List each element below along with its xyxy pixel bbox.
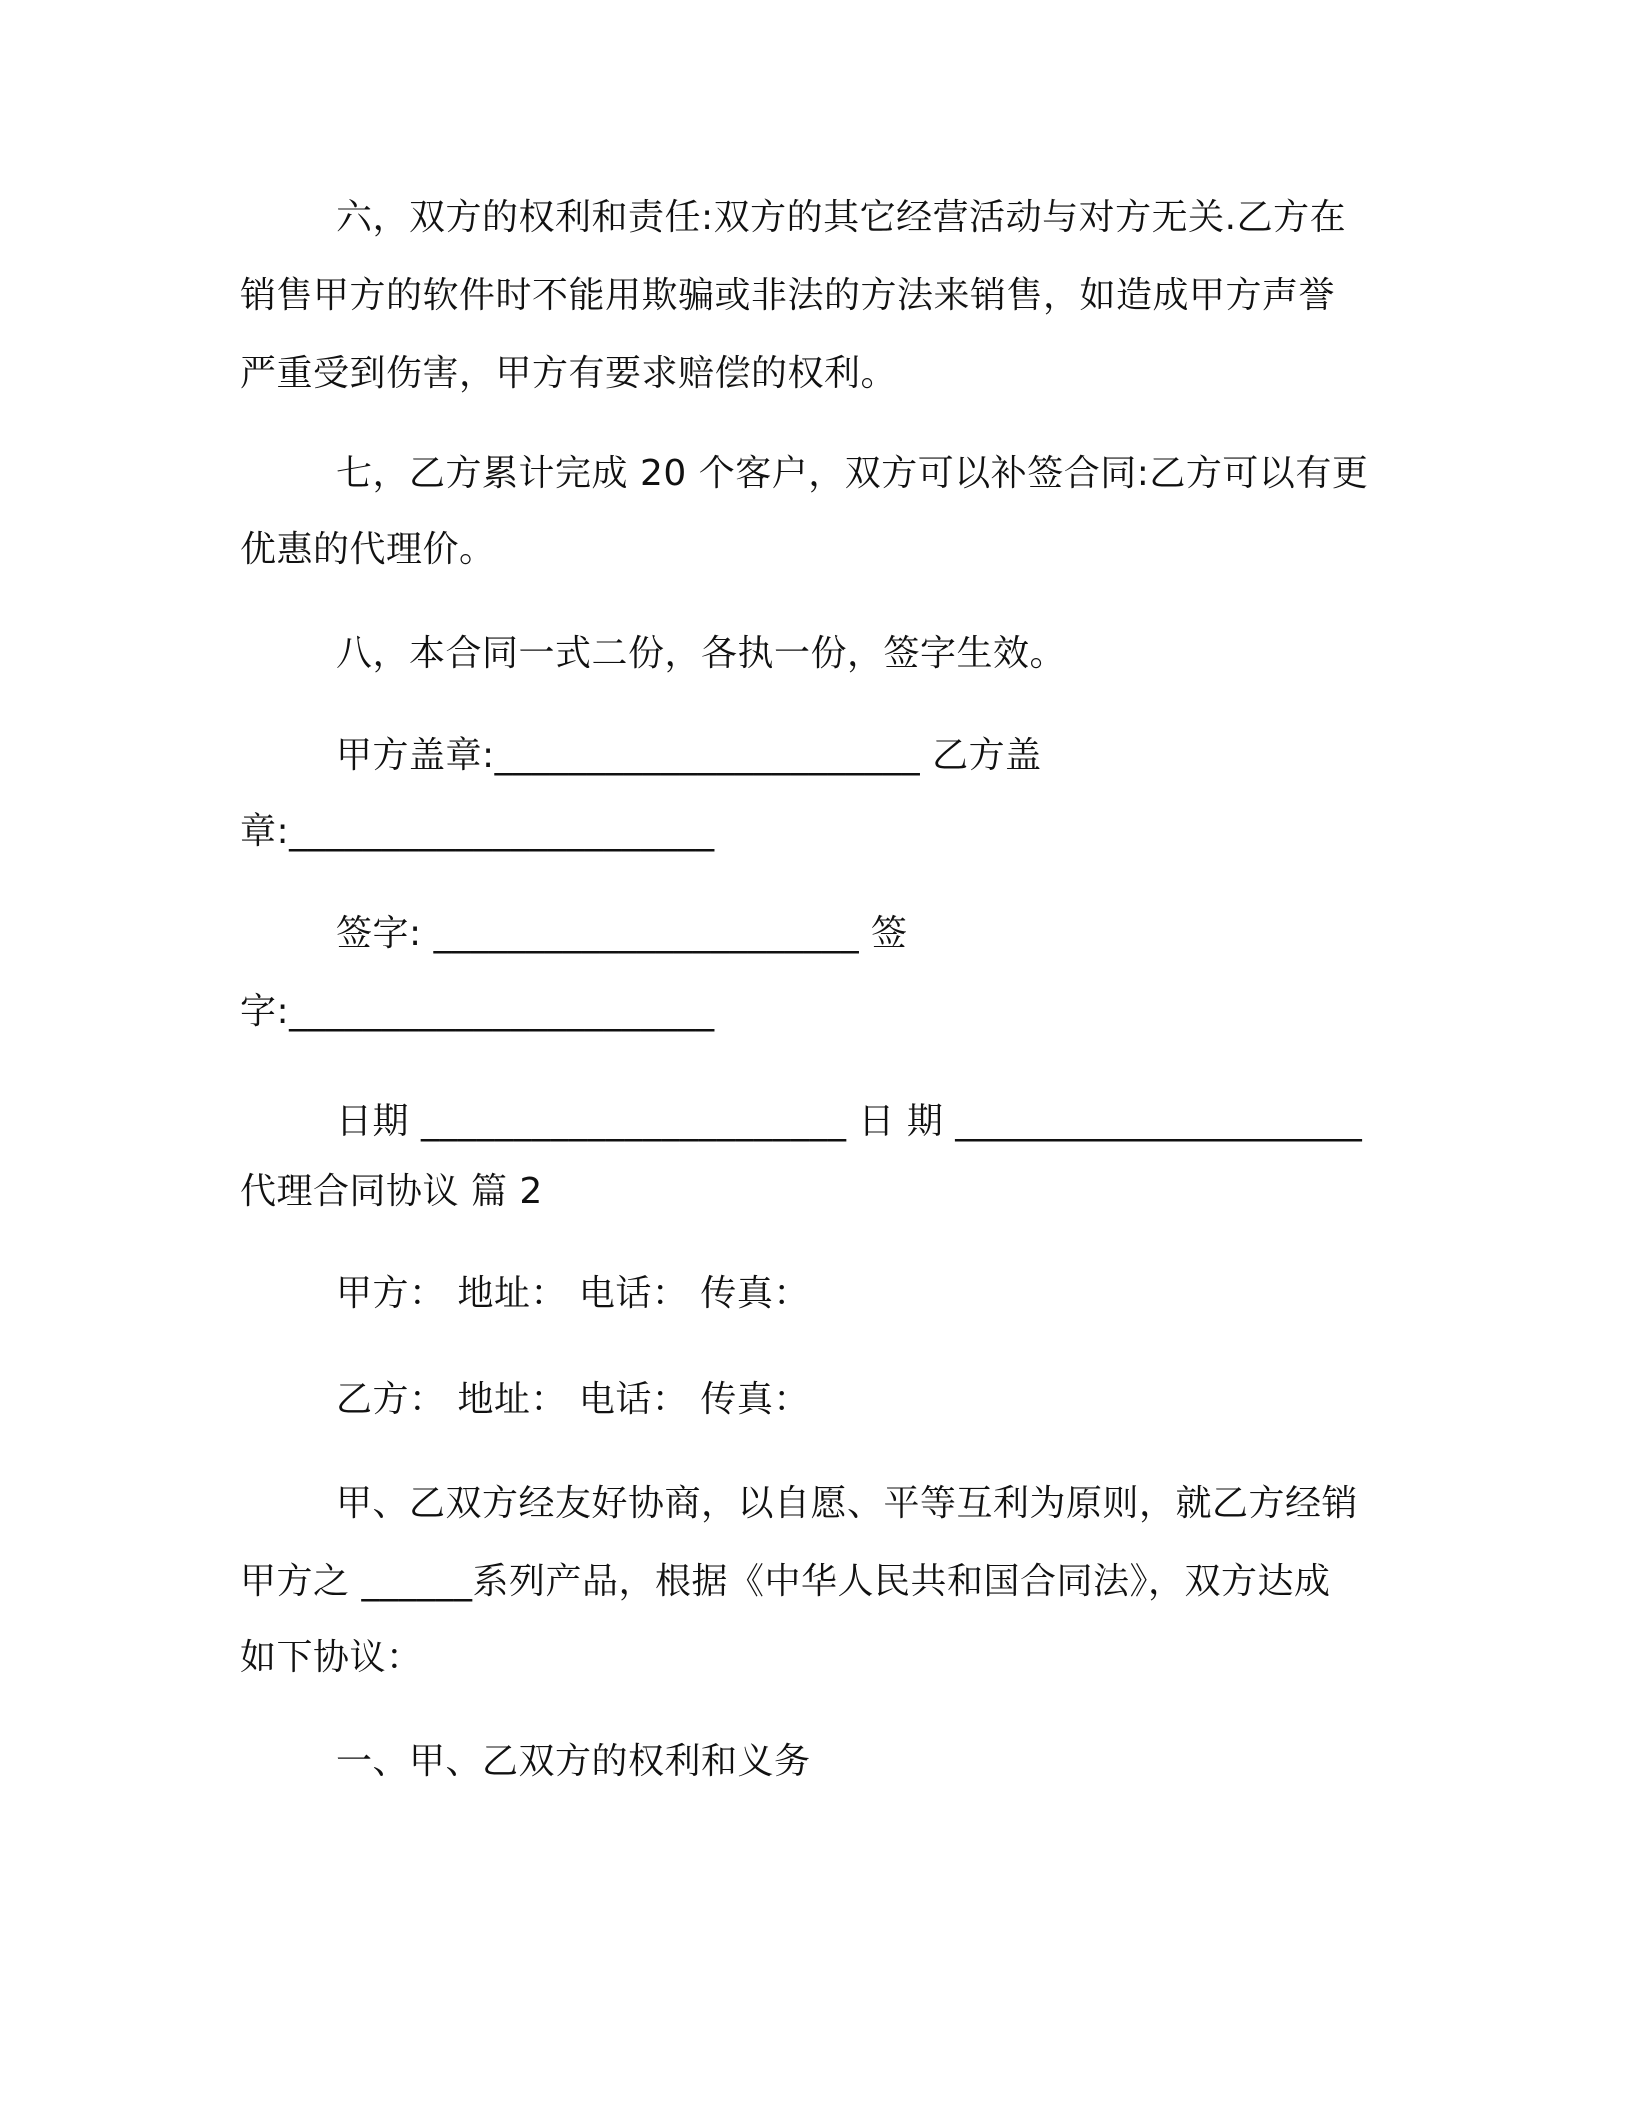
party-b-info: 乙方： 地址： 电话： 传真： [336,1379,810,1420]
preamble-line-2: 甲方之 ______系列产品，根据《中华人民共和国合同法》，双方达成 [240,1561,1331,1602]
seal-line-1: 甲方盖章:_______________________ 乙方盖 [336,735,1042,776]
article-one-heading: 一、甲、乙双方的权利和义务 [336,1741,811,1782]
clause-six-line-1: 六，双方的权利和责任:双方的其它经营活动与对方无关.乙方在 [336,197,1347,238]
clause-six-line-3: 严重受到伤害，甲方有要求赔偿的权利。 [240,353,898,394]
section-title: 代理合同协议 篇 2 [240,1171,543,1212]
seal-line-2: 章:_______________________ [240,811,715,852]
date-line: 日期 _______________________ 日 期 ______________________ [336,1101,1363,1142]
clause-seven-line-2: 优惠的代理价。 [240,529,496,570]
party-a-info: 甲方： 地址： 电话： 传真： [336,1273,810,1314]
clause-six-line-2: 销售甲方的软件时不能用欺骗或非法的方法来销售，如造成甲方声誉 [240,275,1336,316]
preamble-line-1: 甲、乙双方经友好协商，以自愿、平等互利为原则，就乙方经销 [336,1483,1359,1524]
preamble-line-3: 如下协议： [240,1637,423,1678]
signature-line-1: 签字: _______________________ 签 [336,913,908,954]
clause-seven-line-1: 七，乙方累计完成 20 个客户，双方可以补签合同:乙方可以有更 [336,453,1369,494]
clause-eight: 八，本合同一式二份，各执一份，签字生效。 [336,633,1067,674]
signature-line-2: 字:_______________________ [240,991,715,1032]
